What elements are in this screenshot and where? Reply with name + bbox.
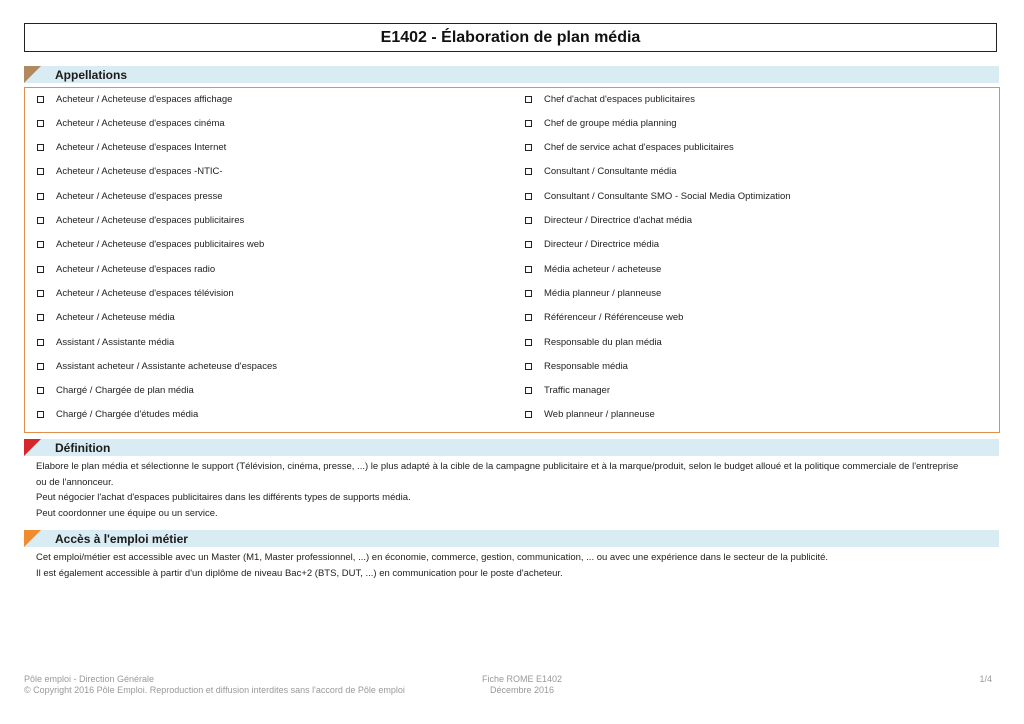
appellation-label: Acheteur / Acheteuse d'espaces publicitaires xyxy=(56,215,245,226)
page-title xyxy=(24,23,997,52)
page-number: 1/4 xyxy=(979,674,992,684)
checkbox-icon xyxy=(37,314,44,321)
appellation-item xyxy=(524,359,628,373)
checkbox-icon xyxy=(525,266,532,273)
checkbox-icon xyxy=(37,290,44,297)
checkbox-icon xyxy=(37,411,44,418)
appellation-label: Assistant acheteur / Assistante acheteuse d'espaces xyxy=(56,360,277,372)
definition-text xyxy=(36,459,986,521)
appellation-item xyxy=(36,165,223,179)
checkbox-icon xyxy=(37,120,44,127)
appellation-label: Acheteur / Acheteuse d'espaces radio xyxy=(56,263,216,275)
definition-line: Elabore le plan média et sélectionne le support (Télévision, cinéma, presse, ...) le plus adapté à la cible de la campagne publicitaire et à la marque/produit, selon le budget alloué et la politique commerciale de l'entreprise xyxy=(36,461,959,472)
appellation-item xyxy=(524,92,695,106)
checkbox-icon xyxy=(37,168,44,175)
acces-line: Il est également accessible à partir d'un diplôme de niveau Bac+2 (BTS, DUT, ...) en communication pour le poste d'acheteur. xyxy=(36,567,563,579)
checkbox-icon xyxy=(37,193,44,200)
appellation-label: Chargé / Chargée d'études média xyxy=(56,409,199,421)
checkbox-icon xyxy=(525,193,532,200)
footer-fiche: Fiche ROME E1402 xyxy=(481,674,563,684)
appellation-label: Acheteur / Acheteuse média xyxy=(56,312,175,324)
checkbox-icon xyxy=(525,290,532,297)
checkbox-icon xyxy=(525,120,532,127)
checkbox-icon xyxy=(525,314,532,321)
section-title-definition: Définition xyxy=(55,440,111,455)
appellation-label: Référenceur / Référenceuse web xyxy=(544,312,684,324)
section-header-definition xyxy=(24,439,999,456)
appellation-label: Acheteur / Acheteuse d'espaces Internet xyxy=(56,142,227,154)
appellation-label: Assistant / Assistante média xyxy=(56,336,175,348)
appellation-label: Acheteur / Acheteuse d'espaces affichage xyxy=(56,93,233,105)
checkbox-icon xyxy=(525,168,532,175)
checkbox-icon xyxy=(37,387,44,394)
acces-text xyxy=(36,550,986,581)
appellation-item xyxy=(36,214,244,228)
checkbox-icon xyxy=(525,387,532,394)
appellation-label: Acheteur / Acheteuse d'espaces télévision xyxy=(56,287,234,299)
appellation-item xyxy=(36,335,174,349)
appellation-label: Traffic manager xyxy=(544,385,610,397)
appellation-label: Média acheteur / acheteuse xyxy=(544,263,662,275)
appellation-item xyxy=(36,359,277,373)
appellation-item xyxy=(36,92,232,106)
checkbox-icon xyxy=(37,363,44,370)
checkbox-icon xyxy=(525,339,532,346)
section-header-appellations xyxy=(24,66,999,83)
appellation-item xyxy=(36,189,223,203)
appellation-label: Acheteur / Acheteuse d'espaces -NTIC- xyxy=(56,166,223,178)
checkbox-icon xyxy=(37,217,44,224)
appellation-label: Directeur / Directrice média xyxy=(544,239,660,251)
checkbox-icon xyxy=(525,144,532,151)
checkbox-icon xyxy=(37,339,44,346)
footer-center xyxy=(452,674,592,696)
appellation-item xyxy=(524,286,661,300)
footer-copyright: © Copyright 2016 Pôle Emploi. Reproduction et diffusion interdites sans l'accord de Pôle emploi xyxy=(24,685,405,695)
appellation-item xyxy=(524,408,655,422)
appellation-item xyxy=(36,141,226,155)
appellation-item xyxy=(524,214,692,228)
section-header-acces xyxy=(24,530,999,547)
acces-line: Cet emploi/métier est accessible avec un Master (M1, Master professionnel, ...) en économie, commerce, gestion, communication, ... ou avec une expérience dans le secteur de la publicité. xyxy=(36,552,829,563)
appellation-label: Responsable média xyxy=(544,360,628,372)
appellation-item xyxy=(524,311,683,325)
checkbox-icon xyxy=(525,217,532,224)
appellation-label: Acheteur / Acheteuse d'espaces cinéma xyxy=(56,117,225,129)
checkbox-icon xyxy=(525,96,532,103)
appellation-label: Acheteur / Acheteuse d'espaces publicitaires web xyxy=(56,239,265,251)
appellations-list xyxy=(24,87,1000,433)
appellation-label: Chef d'achat d'espaces publicitaires xyxy=(544,93,695,105)
appellation-label: Consultant / Consultante média xyxy=(544,166,677,178)
page-title-text: E1402 - Élaboration de plan média xyxy=(380,28,641,46)
appellation-item xyxy=(524,116,677,130)
appellation-item xyxy=(36,311,175,325)
checkbox-icon xyxy=(37,266,44,273)
checkbox-icon xyxy=(37,144,44,151)
appellation-label: Web planneur / planneuse xyxy=(544,409,655,421)
appellation-item xyxy=(36,238,264,252)
appellation-label: Chef de groupe média planning xyxy=(544,117,677,129)
footer-org: Pôle emploi - Direction Générale xyxy=(24,674,155,684)
checkbox-icon xyxy=(525,411,532,418)
footer-page xyxy=(960,674,992,685)
appellation-label: Chargé / Chargée de plan média xyxy=(56,385,194,397)
section-title-acces: Accès à l'emploi métier xyxy=(55,531,188,546)
definition-line: Peut négocier l'achat d'espaces publicitaires dans les différents types de supports média. xyxy=(36,492,411,503)
appellation-item xyxy=(36,384,194,398)
definition-line: ou de l'annonceur. xyxy=(36,476,114,488)
section-corner-marker xyxy=(24,530,41,547)
appellation-label: Responsable du plan média xyxy=(544,336,662,348)
footer-left xyxy=(24,674,405,696)
appellation-label: Directeur / Directrice d'achat média xyxy=(544,215,693,226)
checkbox-icon xyxy=(37,96,44,103)
appellation-item xyxy=(524,384,610,398)
appellation-item xyxy=(36,286,234,300)
appellation-item xyxy=(36,262,215,276)
section-corner-marker xyxy=(24,66,41,83)
appellation-item xyxy=(524,189,791,203)
checkbox-icon xyxy=(525,363,532,370)
appellation-item xyxy=(524,141,734,155)
section-corner-marker xyxy=(24,439,41,456)
checkbox-icon xyxy=(525,241,532,248)
appellation-label: Chef de service achat d'espaces publicitaires xyxy=(544,142,734,154)
definition-line: Peut coordonner une équipe ou un service. xyxy=(36,507,218,519)
footer-date: Décembre 2016 xyxy=(489,685,555,695)
appellation-item xyxy=(524,262,661,276)
section-title-appellations: Appellations xyxy=(55,67,128,82)
appellation-item xyxy=(524,165,677,179)
appellation-item xyxy=(524,335,662,349)
appellation-item xyxy=(524,238,659,252)
appellation-label: Consultant / Consultante SMO - Social Media Optimization xyxy=(544,190,791,202)
appellation-label: Acheteur / Acheteuse d'espaces presse xyxy=(56,190,223,202)
appellation-item xyxy=(36,116,225,130)
checkbox-icon xyxy=(37,241,44,248)
appellation-label: Média planneur / planneuse xyxy=(544,287,662,299)
appellation-item xyxy=(36,408,198,422)
